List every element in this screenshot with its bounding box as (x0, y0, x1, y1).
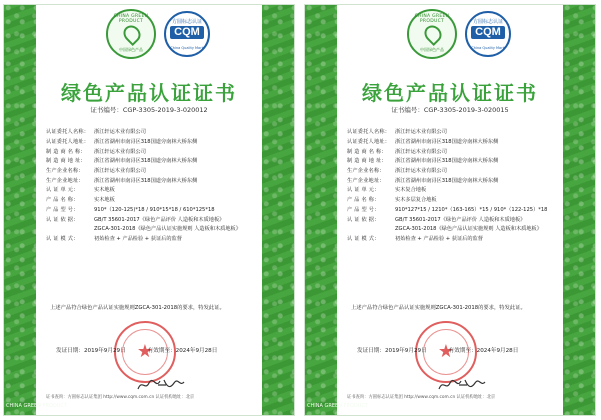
field-value: 浙江省湖州市南浔区318国道旁南林大桥东侧 (395, 177, 499, 184)
field-row (46, 195, 258, 205)
field-row (347, 127, 559, 137)
cqm-mark-text: CQM (170, 26, 204, 39)
field-row (46, 156, 258, 166)
field-value: 浙江轩运木业有限公司 (395, 168, 447, 175)
certificate-left (3, 4, 295, 416)
seal-star-icon: ★ (437, 341, 455, 362)
field-label: 认 证 依 据： (347, 216, 380, 223)
certificate-footer: 证书查询：方圆标志认证集团 http://www.cqm.com.cn 认证机构地址：北京 (46, 395, 195, 400)
field-row (347, 166, 559, 176)
expiry-date: 有效期至：2024年9月28日 (448, 348, 519, 354)
field-label: 产 品 名 称： (347, 197, 380, 204)
field-value: 浙江省湖州市南浔区318国道旁南林大桥东侧 (395, 139, 499, 146)
field-value: ZGCA-301-2018《绿色产品认证实施规则 人造板和木质地板》 (94, 226, 241, 233)
certificate-fields (46, 127, 258, 243)
field-row (46, 166, 258, 176)
handwritten-signature-icon (437, 377, 487, 393)
field-label: 制 造 商 地 址： (46, 158, 86, 165)
field-label: 认 证 单 元： (46, 187, 79, 194)
logo-row (337, 9, 563, 69)
field-label: 生产企业地址： (46, 177, 84, 184)
cqm-logo-icon (164, 11, 210, 57)
logo-ring-text: CHINA GREEN PRODUCT (414, 14, 450, 24)
field-row (46, 205, 258, 215)
field-label: 生产企业名称： (347, 168, 385, 175)
handwritten-signature-icon (136, 377, 186, 393)
field-value: 浙江轩运木业有限公司 (94, 129, 146, 136)
certificate-footer: 证书查询：方圆标志认证集团 http://www.cqm.com.cn 认证机构地址：北京 (347, 395, 496, 400)
field-row (46, 185, 258, 195)
field-row (46, 224, 258, 234)
certificate-right (304, 4, 596, 416)
field-label: 生产企业名称： (46, 168, 84, 175)
field-value: 实木地板 (94, 197, 115, 204)
logo-cn-text: 中国绿色产品 (119, 47, 143, 52)
field-label: 生产企业地址： (347, 177, 385, 184)
certificate-dates (56, 346, 258, 354)
field-label: 认证委托人地址： (46, 139, 90, 146)
field-value: 浙江轩运木业有限公司 (395, 129, 447, 136)
field-row (46, 214, 258, 224)
field-value: ZGCA-301-2018《绿色产品认证实施规则 人造板和木质地板》 (395, 226, 542, 233)
field-value: 浙江省湖州市南浔区318国道旁南林大桥东侧 (395, 158, 499, 165)
field-label: 认 证 模 式： (46, 235, 79, 242)
certificate-number: 证书编号：CGP-3305-2019-3-020015 (391, 106, 509, 114)
field-value: 910*（120-125)*18 / 910*15*18 / 610*125*18 (94, 206, 215, 213)
field-row (46, 175, 258, 185)
field-row (46, 137, 258, 147)
field-value: 实木地板 (94, 187, 115, 194)
logo-row (36, 9, 262, 69)
field-label: 制 造 商 名 称： (46, 148, 86, 155)
field-row (347, 195, 559, 205)
field-value: GB/T 35601-2017《绿色产品评价 人造板和木质地板》 (395, 216, 526, 223)
field-label: 认 证 依 据： (46, 216, 79, 223)
issue-date: 发证日期：2019年9月29日 (56, 348, 126, 354)
band-caption: CHINA GREEN PRODUCT (307, 403, 368, 409)
field-value: 实木多层复合地板 (395, 197, 437, 204)
cqm-logo-icon (465, 11, 511, 57)
field-value: 初始检查 + 产品检验 + 获证后的监督 (94, 235, 182, 242)
field-value: 初始检查 + 产品检验 + 获证后的监督 (395, 235, 483, 242)
field-row (347, 156, 559, 166)
field-label: 制 造 商 名 称： (347, 148, 387, 155)
cqm-bottom-text: China Quality Mark (471, 46, 505, 50)
expiry-date: 有效期至：2024年9月28日 (147, 348, 218, 354)
field-label: 产 品 型 号： (347, 206, 380, 213)
field-label: 认 证 模 式： (347, 235, 380, 242)
field-value: GB/T 35601-2017《绿色产品评价 人造板和木质地板》 (94, 216, 225, 223)
field-row (347, 146, 559, 156)
field-label: 产 品 名 称： (46, 197, 79, 204)
field-label: 制 造 商 地 址： (347, 158, 387, 165)
field-row (347, 224, 559, 234)
field-row (46, 234, 258, 244)
field-label: 产 品 型 号： (46, 206, 79, 213)
leaf-icon (421, 22, 445, 46)
certificate-dates (357, 346, 559, 354)
green-side-band-right (563, 5, 595, 415)
field-value: 浙江省湖州市南浔区318国道旁南林大桥东侧 (94, 139, 198, 146)
cqm-mark-text: CQM (471, 26, 505, 39)
field-label: 认证委托人地址： (347, 139, 391, 146)
field-value: 浙江轩运木业有限公司 (94, 148, 146, 155)
cqm-top-text: 方圆标志认证 (472, 19, 503, 25)
cqm-bottom-text: China Quality Mark (170, 46, 204, 50)
issue-date: 发证日期：2019年9月29日 (357, 348, 427, 354)
certificate-title: 绿色产品认证证书 (61, 81, 237, 105)
field-value: 浙江省湖州市南浔区318国道旁南林大桥东侧 (94, 158, 198, 165)
cqm-top-text: 方圆标志认证 (171, 19, 202, 25)
field-label: 认证委托人名称： (347, 129, 391, 136)
band-caption: CHINA GREEN PRODUCT (6, 403, 67, 409)
logo-ring-text: CHINA GREEN PRODUCT (113, 14, 149, 24)
field-label: 认证委托人名称： (46, 129, 90, 136)
field-row (347, 185, 559, 195)
field-row (347, 214, 559, 224)
china-green-product-logo-icon (106, 9, 156, 59)
certificate-title: 绿色产品认证证书 (362, 81, 538, 105)
certificate-statement: 上述产品符合绿色产品认证实施规则ZGCA-301-2018的要求，特发此证。 (50, 305, 225, 311)
field-row (347, 175, 559, 185)
field-value: 浙江省湖州市南浔区318国道旁南林大桥东侧 (94, 177, 198, 184)
field-row (46, 127, 258, 137)
certificate-statement: 上述产品符合绿色产品认证实施规则ZGCA-301-2018的要求，特发此证。 (351, 305, 526, 311)
field-value: 实木复合地板 (395, 187, 427, 194)
leaf-icon (120, 22, 144, 46)
field-row (347, 234, 559, 244)
field-row (347, 205, 559, 215)
field-row (46, 146, 258, 156)
field-row (347, 137, 559, 147)
china-green-product-logo-icon (407, 9, 457, 59)
field-value: 浙江轩运木业有限公司 (395, 148, 447, 155)
certificate-number: 证书编号：CGP-3305-2019-3-020012 (90, 106, 208, 114)
field-value: 浙江轩运木业有限公司 (94, 168, 146, 175)
logo-cn-text: 中国绿色产品 (420, 47, 444, 52)
seal-star-icon: ★ (136, 341, 154, 362)
field-label: 认 证 单 元： (347, 187, 380, 194)
field-value: 910*127*15 / 1210*（163-165）*15 / 910*（122-125）*18 (395, 206, 548, 213)
green-side-band-right (262, 5, 294, 415)
certificate-fields (347, 127, 559, 243)
